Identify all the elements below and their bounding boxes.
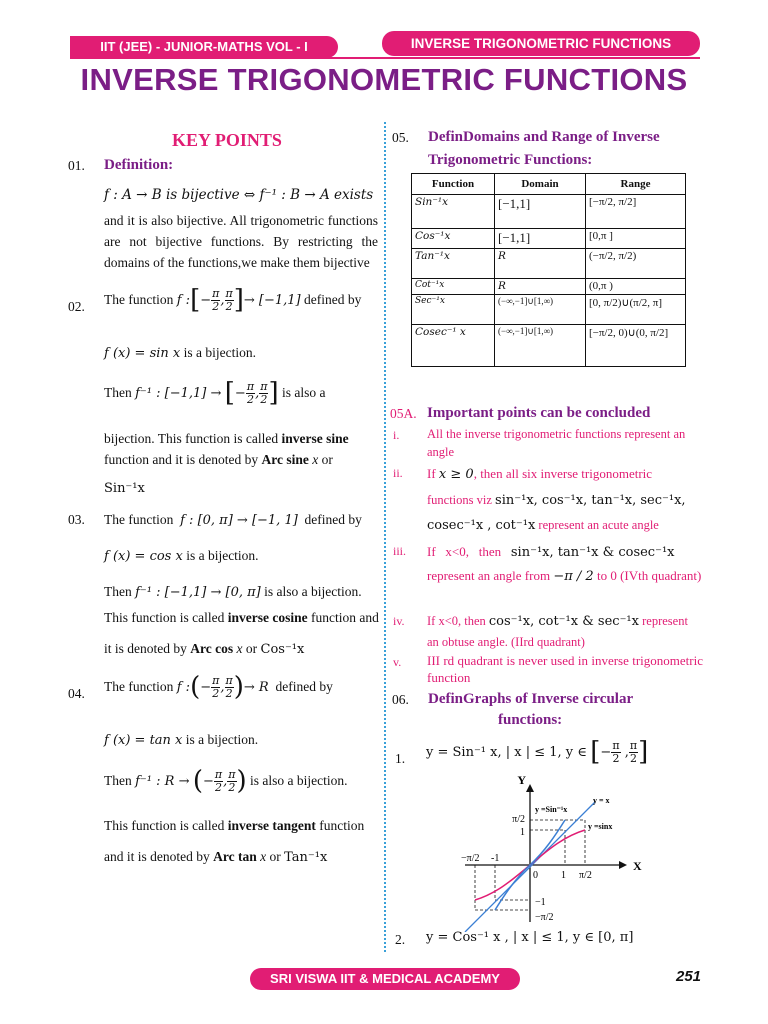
point-iii-line1 <box>427 541 675 563</box>
y-axis-label: Y <box>517 773 526 787</box>
table-row <box>412 325 686 367</box>
item-number-05a: 05A. <box>390 406 417 421</box>
label-y-minus-pi-over-2: −π/2 <box>535 912 554 923</box>
cos-defined-by: defined by <box>304 512 362 527</box>
table-cell: [−π/2, 0)∪(0, π/2] <box>586 325 686 367</box>
header-left-tab: IIT (JEE) - JUNIOR-MATHS VOL - I <box>70 36 338 58</box>
tan-inverse-line <box>104 766 348 796</box>
sine-eq-line <box>104 342 256 364</box>
tan-var: x <box>260 849 267 864</box>
tan-is-bijection: is a bijection. <box>185 732 259 747</box>
sine-function-def <box>104 285 380 315</box>
x-axis-label: X <box>633 859 642 873</box>
page-title: INVERSE TRIGONOMETRIC FUNCTIONS <box>80 62 688 97</box>
graphs-heading-1: DefinGraphs of Inverse circular <box>428 691 634 707</box>
table-cell: [−π/2, π/2] <box>586 195 686 229</box>
point-iv-text-2: represent <box>642 614 688 628</box>
table-cell: Cos⁻¹x <box>412 229 495 249</box>
sine-symbol: Sin⁻¹x <box>104 481 145 496</box>
sine-is-bijection: is a bijection. <box>183 345 256 360</box>
tan-desc-text: This function is called <box>104 818 225 833</box>
key-points-heading: KEY POINTS <box>172 130 282 150</box>
point-num-iv: iv. <box>393 614 405 628</box>
tan-then: Then <box>104 773 132 788</box>
point-num-v: v. <box>393 655 402 669</box>
sine-eq: f (x) = sin x <box>104 346 181 361</box>
tan-desc-text-b: function <box>319 818 365 833</box>
point-ii-line1 <box>427 463 703 485</box>
point-iv-line1 <box>427 611 688 632</box>
table-row <box>412 295 686 325</box>
sine-inv-map: f⁻¹ : [−1,1] → <box>135 386 222 401</box>
point-iii-functions: sin⁻¹x, tan⁻¹x & cosec⁻¹x <box>510 545 675 560</box>
cos-eq-line <box>104 545 259 567</box>
sine-var: x <box>312 452 319 467</box>
cos-inverse-line <box>104 581 362 603</box>
cos-then: Then <box>104 584 132 599</box>
sine-arc-term: Arc sine <box>261 452 309 467</box>
item-number-06: 06. <box>392 692 409 707</box>
point-ii-text-4: represent an acute angle <box>538 518 659 532</box>
graph1-range: [− $\frac{\pi}{2}$ , $\frac{\pi}{2}$ ] <box>590 737 649 767</box>
tan-denoted-line <box>104 846 327 868</box>
table-cell: Tan⁻¹x <box>412 249 495 279</box>
item-number-04: 04. <box>68 686 85 701</box>
cos-inv-map: f⁻¹ : [−1,1] → [0, π] <box>135 585 261 600</box>
sine-desc-text: bijection. This function is called <box>104 431 279 446</box>
point-ii-text-2: , then all six inverse trigonometric <box>473 466 653 481</box>
label-y-1: 1 <box>520 827 525 838</box>
item-number-02: 02. <box>68 299 85 314</box>
label-y-pi-over-2: π/2 <box>512 814 525 825</box>
cos-desc-text-b: function and <box>310 610 379 625</box>
table-header: Function <box>412 174 495 195</box>
cos-also: is also a bijection. <box>264 584 362 599</box>
graph2-equation: y = Cos⁻¹ x , | x | ≤ 1, y ∈ [0, π] <box>426 930 634 945</box>
x-axis-arrow <box>619 861 627 869</box>
item-number-03: 03. <box>68 512 85 527</box>
tan-eq: f (x) = tan x <box>104 733 183 748</box>
table-header: Domain <box>495 174 586 195</box>
point-iii-line2 <box>427 566 703 587</box>
sine-or: or <box>321 452 333 467</box>
point-iv-functions: cos⁻¹x, cot⁻¹x & sec⁻¹x <box>488 614 639 629</box>
table-cell: Sin⁻¹x <box>412 195 495 229</box>
table-cell: [0,π ] <box>586 229 686 249</box>
sin-inverse-graph <box>455 772 655 932</box>
tan-or: or <box>269 849 281 864</box>
table-row <box>412 249 686 279</box>
tan-intro: The function <box>104 679 174 694</box>
sine-description <box>104 428 378 470</box>
cos-description <box>104 607 380 628</box>
table-header: Range <box>586 174 686 195</box>
cos-map: f : [0, π] → [−1, 1] <box>180 513 298 528</box>
sine-def-intro: The function <box>104 292 174 307</box>
table-row <box>412 229 686 249</box>
point-v-text: III rd quadrant is never used in inverse trigonometric function <box>427 653 703 685</box>
label-y-minus-1: −1 <box>535 897 546 908</box>
table-cell: Sec⁻¹x <box>412 295 495 325</box>
table-cell: (−∞,−1]∪[1,∞) <box>495 295 586 325</box>
graph1-number: 1. <box>395 751 406 766</box>
point-ii-text: If <box>427 466 436 481</box>
table-cell: (0,π ) <box>586 279 686 295</box>
table-cell: (−π/2, π/2) <box>586 249 686 279</box>
cos-arc-term: Arc cos <box>190 641 234 656</box>
domain-range-table <box>411 173 686 367</box>
tan-description <box>104 815 382 836</box>
cos-intro: The function <box>104 512 174 527</box>
sine-defined-by: defined by <box>304 292 362 307</box>
header-rule <box>70 57 700 59</box>
table-cell: Cosec⁻¹ x <box>412 325 495 367</box>
label-x-1: 1 <box>561 870 566 881</box>
tan-defined-by: defined by <box>275 679 333 694</box>
academy-footer: SRI VISWA IIT & MEDICAL ACADEMY <box>250 968 520 990</box>
point-ii-functions-2: cosec⁻¹x , cot⁻¹x <box>427 518 536 533</box>
cos-desc-text: This function is called <box>104 610 225 625</box>
item-number-05: 05. <box>392 130 409 145</box>
label-origin: 0 <box>533 870 538 881</box>
sine-also: is also a <box>281 385 326 400</box>
label-y-equals-x: y = x <box>593 796 610 805</box>
point-ii-text-3: functions viz <box>427 493 492 507</box>
domain-range-heading-1: DefinDomains and Range of Inverse <box>428 129 660 145</box>
cos-desc-text-2: it is denoted by <box>104 641 187 656</box>
table-cell: [−1,1] <box>495 195 586 229</box>
label-x-minus-pi-over-2: −π/2 <box>461 853 480 864</box>
tan-eq-line <box>104 729 258 751</box>
table-cell: Cot⁻¹x <box>412 279 495 295</box>
cos-eq: f (x) = cos x <box>104 549 183 564</box>
graphs-heading-2: functions: <box>498 712 563 728</box>
table-cell: (−∞,−1]∪[1,∞) <box>495 325 586 367</box>
cos-bold-term: inverse cosine <box>227 610 308 625</box>
point-iii-text-2: represent an angle from <box>427 568 551 583</box>
tan-bold-term: inverse tangent <box>227 818 316 833</box>
y-axis-arrow <box>526 784 534 792</box>
tan-symbol: Tan⁻¹x <box>284 850 328 865</box>
sine-inverse-line <box>104 378 326 408</box>
column-divider <box>384 122 386 952</box>
sine-range-math: [− $\frac{\pi}{2}$ , $\frac{\pi}{2}$ ] <box>224 378 279 408</box>
point-iv-text: If x<0, then <box>427 614 486 628</box>
cos-is-bijection: is a bijection. <box>186 548 259 563</box>
point-ii-functions: sin⁻¹x, cos⁻¹x, tan⁻¹x, sec⁻¹x, <box>495 493 686 508</box>
point-iii-text: If x<0, then <box>427 544 502 559</box>
point-ii-line2 <box>427 490 686 511</box>
point-num-i: i. <box>393 428 400 442</box>
graph1-equation-line <box>426 737 649 767</box>
tan-also: is also a bijection. <box>250 773 348 788</box>
label-sin-inverse: y =Sin⁻¹x <box>535 805 568 814</box>
cosine-function-def <box>104 509 380 531</box>
cos-denoted-line <box>104 638 304 660</box>
point-iv-line2: an obtuse angle. (IIrd quadrant) <box>427 635 585 649</box>
sine-then: Then <box>104 385 132 400</box>
label-x-pi-over-2: π/2 <box>579 870 592 881</box>
graph1-equation: y = Sin⁻¹ x, | x | ≤ 1, y ∈ <box>426 745 587 760</box>
sine-bold-term: inverse sine <box>281 431 349 446</box>
table-row <box>412 195 686 229</box>
sine-desc-text-2: function and it is denoted by <box>104 452 259 467</box>
point-ii-line3 <box>427 515 659 536</box>
definition-heading: Definition: <box>104 157 174 173</box>
cos-symbol: Cos⁻¹x <box>260 642 305 657</box>
domain-range-heading-2: Trigonometric Functions: <box>428 152 593 168</box>
label-y-sinx: y =sinx <box>588 822 613 831</box>
tan-range-math: (− $\frac{\pi}{2}$ , $\frac{\pi}{2}$ ) <box>192 766 247 796</box>
tan-desc-text-2: and it is denoted by <box>104 849 210 864</box>
cos-or: or <box>245 641 258 656</box>
point-ii-math: x ≥ 0 <box>438 467 474 482</box>
table-cell: [−1,1] <box>495 229 586 249</box>
header-right-tab: INVERSE TRIGONOMETRIC FUNCTIONS <box>382 31 700 56</box>
table-row <box>412 279 686 295</box>
bijective-statement: f : A → B is bijective ⇔ f⁻¹ : B → A exists <box>104 187 374 203</box>
point-iii-text-3: to 0 (IVth quadrant) <box>596 568 702 583</box>
point-num-ii: ii. <box>393 466 403 480</box>
item-number-01: 01. <box>68 158 85 173</box>
tan-function-def <box>104 672 380 702</box>
graph2-number: 2. <box>395 932 406 947</box>
important-points-heading: Important points can be concluded <box>427 405 651 421</box>
tan-domain-math: f :(− $\frac{\pi}{2}$ , $\frac{\pi}{2}$ )→ R <box>176 672 269 702</box>
point-num-iii: iii. <box>393 544 407 558</box>
sine-domain-math: f :[− $\frac{\pi}{2}$ , $\frac{\pi}{2}$ ]→ [−1,1] <box>176 285 301 315</box>
point-iii-angle: −π / 2 <box>553 569 594 584</box>
tan-inv-map: f⁻¹ : R → <box>135 774 190 789</box>
table-cell: [0, π/2)∪(π/2, π] <box>586 295 686 325</box>
table-cell: R <box>495 279 586 295</box>
label-x-minus-1: -1 <box>491 853 500 864</box>
page-number: 251 <box>676 968 702 985</box>
table-cell: R <box>495 249 586 279</box>
definition-body: and it is also bijective. All trigonometric functions are not bijective functions. By restricting the domains of the functions,we make them bijective <box>104 213 378 270</box>
tan-arc-term: Arc tan <box>213 849 257 864</box>
cos-var: x <box>236 641 243 656</box>
point-i-text: All the inverse trigonometric functions represent an angle <box>427 427 686 459</box>
